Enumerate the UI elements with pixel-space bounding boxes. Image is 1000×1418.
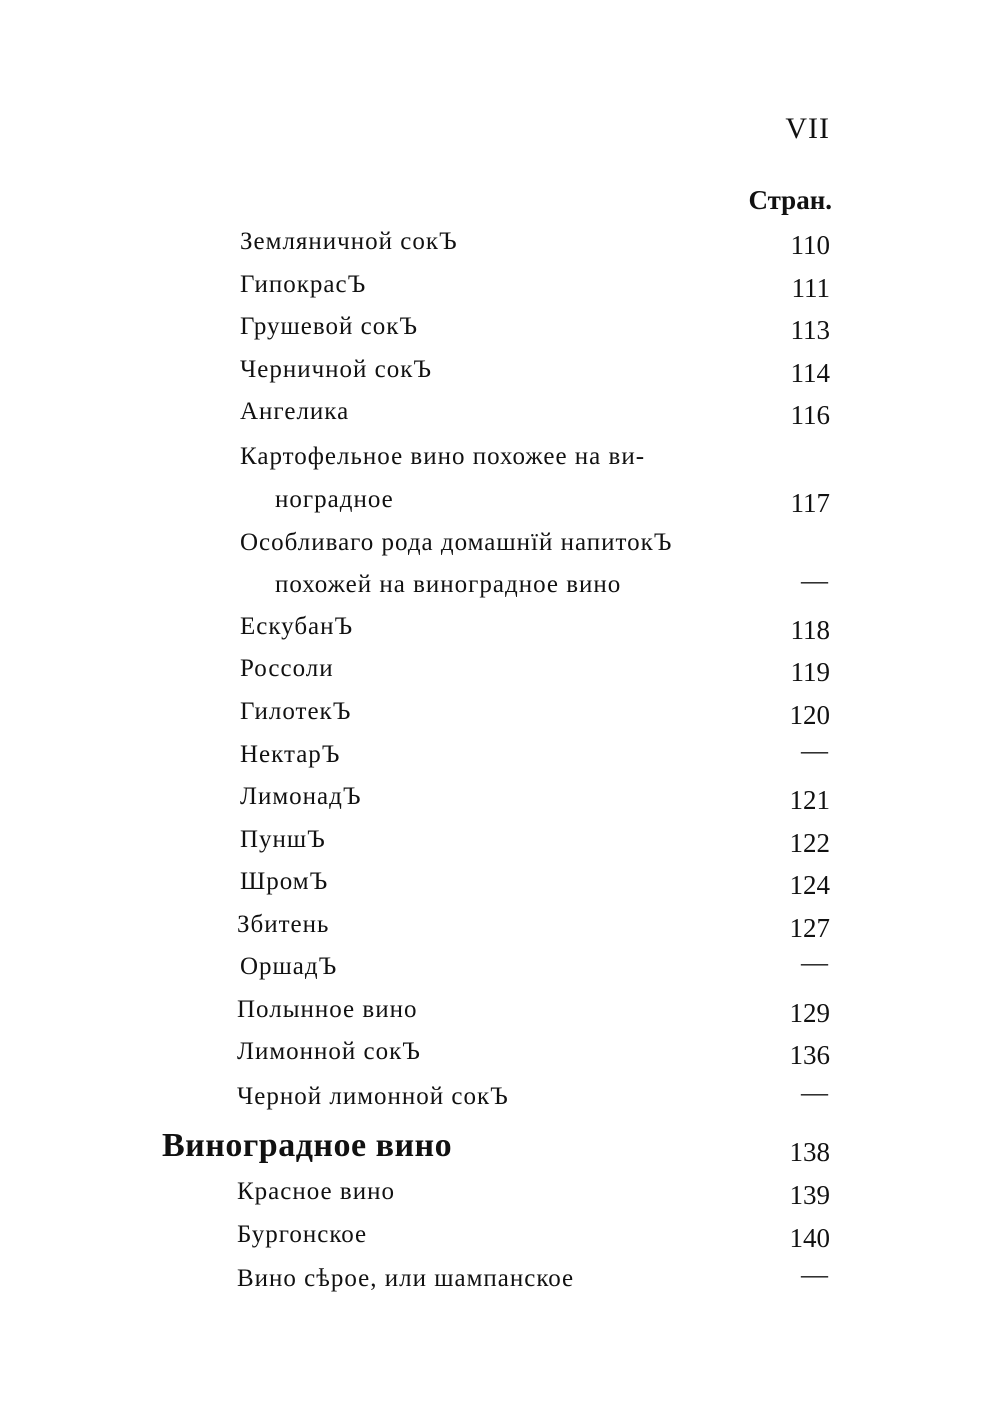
toc-entry [0,735,1000,781]
entry-title: ГилотекЪ [240,698,352,725]
toc-entry [0,486,1000,526]
entry-title: похожей на виноградное вино [275,571,622,598]
toc-entry [0,1259,1000,1305]
entry-title: Збитень [237,911,330,938]
entry-page-number: 122 [789,828,830,858]
entry-title: Бургонское [237,1221,368,1248]
entry-page-number: 140 [789,1223,830,1253]
entry-title: Ангелика [240,398,350,425]
toc-entry [0,565,1000,611]
entry-page-number: 111 [791,273,830,303]
entry-title: Россоли [240,655,334,682]
entry-page-number: 129 [789,998,830,1028]
toc-entry [0,783,1000,823]
entry-title: Полынное вино [237,996,418,1023]
entry-title: Виноградное вино [162,1127,453,1164]
entry-title: ноградное [275,486,394,513]
toc-entry [0,868,1000,908]
entry-page-number: 139 [789,1180,830,1210]
entry-title: ОршадЪ [240,953,338,980]
entry-page-number: 121 [789,785,830,815]
entry-page-number: 117 [790,488,830,518]
toc-entry [0,698,1000,738]
toc-entry [0,1038,1000,1078]
toc-entry [0,529,1000,569]
entry-page-number: 138 [789,1137,830,1167]
toc-entry [0,271,1000,311]
toc-entry [0,1178,1000,1218]
entry-page-number: 120 [789,700,830,730]
toc-entry [0,1077,1000,1123]
column-header-pages: Стран. [748,185,832,215]
entry-page-number: — [801,1077,828,1107]
entry-title: ГипокрасЪ [240,271,367,298]
entry-title: Лимонной сокЪ [237,1038,421,1065]
entry-title: Черничной сокЪ [240,356,433,383]
entry-page-number: 124 [789,870,830,900]
entry-page-number: 136 [789,1040,830,1070]
toc-entry [0,655,1000,695]
entry-title: Особливаго рода домашнїй напитокЪ [240,529,673,556]
entry-page-number: 116 [790,400,830,430]
toc-entry [0,996,1000,1036]
entry-page-number: 113 [790,315,830,345]
entry-page-number: 114 [790,358,830,388]
entry-page-number: 110 [790,230,830,260]
entry-title: Грушевой сокЪ [240,313,419,340]
entry-title: Картофельное вино похожее на ви- [240,443,646,470]
page-number: VII [785,112,830,145]
entry-page-number: — [801,565,828,595]
entry-title: НектарЪ [240,741,341,768]
entry-page-number: 118 [790,615,830,645]
entry-title: ЛимонадЪ [240,783,362,810]
entry-page-number: — [801,735,828,765]
toc-entry [0,443,1000,483]
toc-entry [0,911,1000,951]
toc-entry [0,613,1000,653]
toc-section-heading [0,1127,1000,1175]
toc-entry [0,947,1000,993]
entry-title: ЕскубанЪ [240,613,354,640]
entry-title: ШромЪ [240,868,329,895]
entry-page-number: — [801,947,828,977]
toc-entry [0,228,1000,268]
entry-page-number: 119 [790,657,830,687]
toc-entry [0,398,1000,438]
toc-entry [0,1221,1000,1261]
entry-title: Черной лимонной сокЪ [237,1083,509,1110]
entry-title: Вино сѣрое, или шампанское [237,1265,575,1292]
entry-title: ПуншЪ [240,826,326,853]
toc-entry [0,313,1000,353]
entry-page-number: — [801,1259,828,1289]
entry-title: Красное вино [237,1178,395,1205]
toc-entry [0,356,1000,396]
entry-page-number: 127 [789,913,830,943]
entry-title: Земляничной сокЪ [240,228,458,255]
toc-entry [0,826,1000,866]
